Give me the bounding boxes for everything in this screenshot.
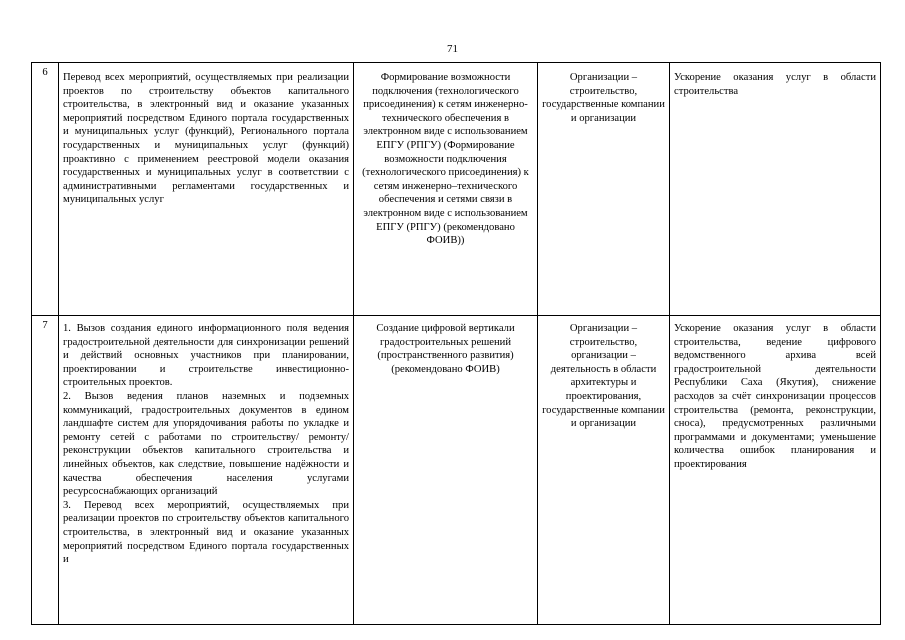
row-number-cell: 7 bbox=[32, 316, 59, 625]
effect-cell: Ускорение оказания услуг в области строительства bbox=[670, 63, 881, 316]
measure-paragraph: 1. Вызов создания единого информационного поля ведения градостроительной деятельности для синхронизации решений и действий основных участников при планировании, проектировании и строительстве инвестиционно-строительных проектов. bbox=[63, 323, 349, 389]
measure-paragraph: 2. Вызов ведения планов наземных и подземных коммуникаций, градостроительных документов в едином ландшафте систем для упорядочивания работы по укладке и ремонту сетей с работами по строительству/ ремонту/ реконструкции объектов капитального строительства и линейных объектов, как следствие, повышение надёжности и качества обеспечения населения услугами ресурсоснабжающих организаций bbox=[63, 390, 349, 498]
measure-description-cell bbox=[59, 63, 354, 316]
measure-paragraph: 3. Перевод всех мероприятий, осуществляемых при реализации проектов по строительству объектов капитального строительства, в электронный вид и оказание указанных мероприятий посредством Единого портала государственных и bbox=[63, 499, 349, 566]
measure-description-cell bbox=[59, 316, 354, 625]
row-number-cell: 6 bbox=[32, 63, 59, 316]
participants-cell: Организации – строительство, организации – деятельность в области архитектуры и проектирования, государственные компании и организации bbox=[538, 316, 670, 625]
effect-cell: Ускорение оказания услуг в области строительства, ведение цифрового ведомственного архива всей градостроительной деятельности Республики Саха (Якутия), снижение расходов за счёт синхронизации процессов строительства (ремонта, реконструкции, сноса), предусмотренных различными программами и документами; уменьшение количества ошибок планирования и проектирования bbox=[670, 316, 881, 625]
solution-cell: Формирование возможности подключения (технологического присоединения) к сетям инженерно-технического обеспечения в электронном виде с использованием ЕПГУ (РПГУ) (Формирование возможности подключения (технологического присоединения) к сетям инженерно–технического обеспечения и сетями связи в электронном виде с использованием ЕПГУ (РПГУ) (рекомендовано ФОИВ)) bbox=[354, 63, 538, 316]
solution-cell: Создание цифровой вертикали градостроительных решений (пространственного развития) (рекомендовано ФОИВ) bbox=[354, 316, 538, 625]
measure-paragraph: Перевод всех мероприятий, осуществляемых при реализации проектов по строительству объектов капитального строительства, в электронный вид и оказание указанных мероприятий посредством Единого портала государственных и муниципальных услуг (функций), Регионального портала государственных и муниципальных услуг (функций) проактивно с применением реестровой модели оказания государственных и муниципальных услуг в соответствии с административными регламентами государственных и муниципальных услуг bbox=[63, 72, 349, 206]
page-number: 71 bbox=[447, 43, 458, 55]
participants-cell: Организации – строительство, государственные компании и организации bbox=[538, 63, 670, 316]
table-row bbox=[32, 63, 881, 316]
table-row bbox=[32, 316, 881, 625]
measures-table bbox=[31, 62, 881, 625]
